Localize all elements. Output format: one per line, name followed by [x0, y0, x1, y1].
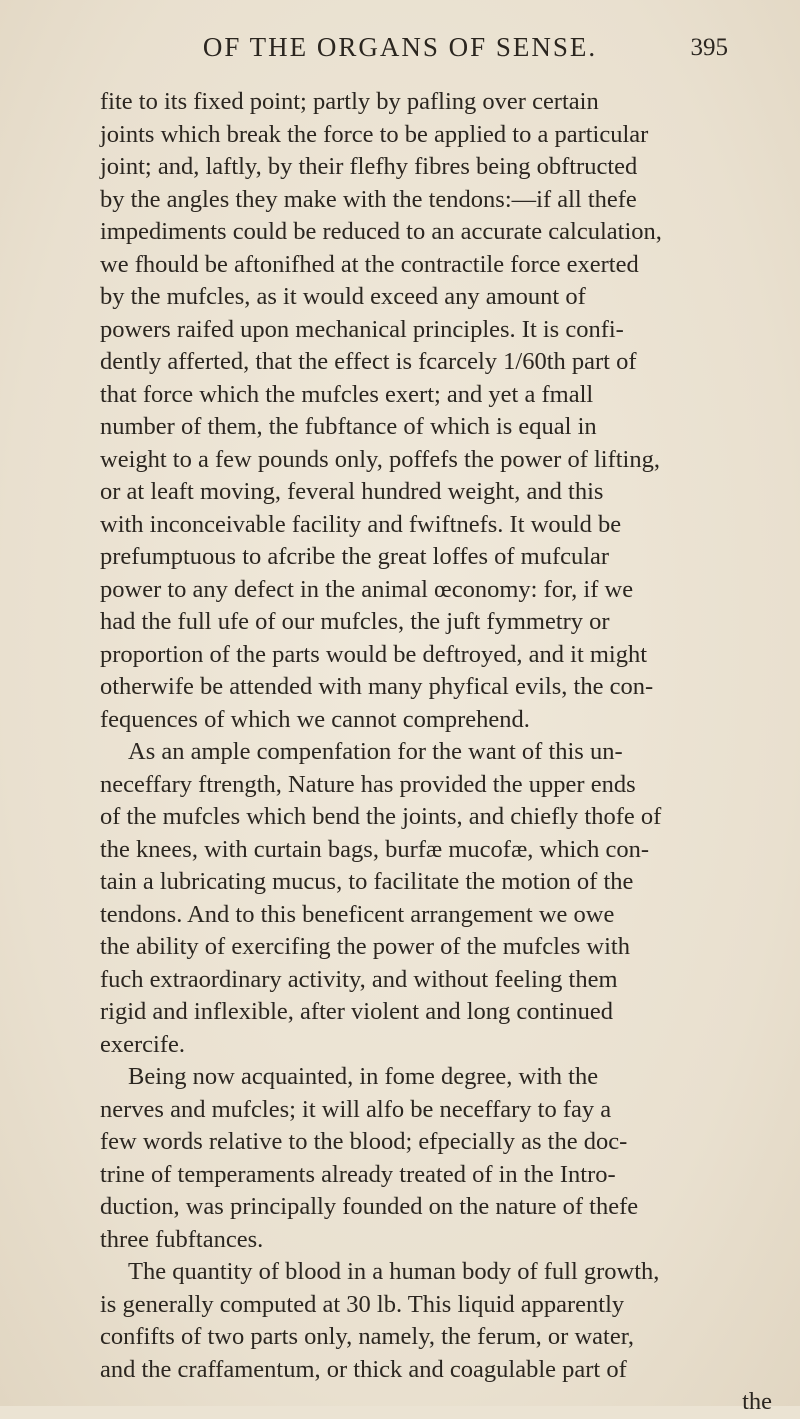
text-line: the ability of exercifing the power of the mufcles with — [100, 933, 630, 960]
text-line: by the mufcles, as it would exceed any amount of — [100, 283, 586, 310]
paragraph-start-line: The quantity of blood in a human body of full growth, — [128, 1258, 660, 1285]
text-line: by the angles they make with the tendons:—if all thefe — [100, 185, 637, 213]
running-head: OF THE ORGANS OF SENSE. — [202, 32, 598, 62]
page-header — [0, 28, 800, 72]
text-line: and the craffamentum, or thick and coagulable part of — [100, 1355, 627, 1383]
text-line: joint; and, laftly, by their flefhy fibres being obftructed — [100, 153, 638, 180]
text-line: the knees, with curtain bags, burfæ mucofæ, which con- — [100, 835, 650, 863]
text-line: weight to a few pounds only, poffefs the power of lifting, — [100, 445, 660, 473]
text-line: few words relative to the blood; efpecially as the doc- — [100, 1128, 628, 1155]
text-line: or at leaft moving, feveral hundred weight, and this — [100, 478, 604, 505]
text-line: rigid and inflexible, after violent and long continued — [100, 998, 613, 1025]
paragraph-start-line: As an ample compenfation for the want of this un- — [128, 738, 623, 765]
text-line: tain a lubricating mucus, to facilitate the motion of the — [100, 868, 634, 895]
text-line: duction, was principally founded on the nature of thefe — [100, 1193, 639, 1220]
text-line: of the mufcles which bend the joints, and chiefly thofe of — [100, 803, 662, 830]
text-line: impediments could be reduced to an accurate calculation, — [100, 218, 662, 245]
text-line: fequences of which we cannot comprehend. — [100, 705, 530, 733]
body-text — [100, 86, 780, 1419]
text-line: nerves and mufcles; it will alfo be neceffary to fay a — [100, 1095, 612, 1123]
text-line: dently afferted, that the effect is fcarcely 1/60th part of — [100, 348, 637, 375]
paragraph-start-line: Being now acquainted, in fome degree, with the — [128, 1063, 599, 1090]
text-line: prefumptuous to afcribe the great loffes of mufcular — [100, 543, 610, 570]
text-line: we fhould be aftonifhed at the contractile force exerted — [100, 250, 639, 278]
text-line: had the full ufe of our mufcles, the juft fymmetry or — [100, 608, 610, 635]
text-line: confifts of two parts only, namely, the ferum, or water, — [100, 1323, 634, 1350]
text-line: neceffary ftrength, Nature has provided the upper ends — [100, 770, 636, 798]
text-line: proportion of the parts would be deftroyed, and it might — [100, 640, 648, 668]
text-line: number of them, the fubftance of which is equal in — [100, 413, 597, 440]
text-line: trine of temperaments already treated of in the Intro- — [100, 1160, 616, 1188]
text-line: exercife. — [100, 1030, 185, 1058]
text-line: fuch extraordinary activity, and without feeling them — [100, 965, 618, 993]
catchword: the — [742, 1388, 772, 1415]
text-line: tendons. And to this beneficent arrangement we owe — [100, 900, 615, 928]
text-line: that force which the mufcles exert; and yet a fmall — [100, 380, 594, 408]
text-line: powers raifed upon mechanical principles. It is confi- — [100, 315, 624, 343]
text-line: with inconceivable facility and fwiftnefs. It would be — [100, 510, 622, 538]
text-line: is generally computed at 30 lb. This liquid apparently — [100, 1290, 625, 1318]
text-line: three fubftances. — [100, 1225, 264, 1253]
page-number: 395 — [690, 34, 728, 61]
text-line: power to any defect in the animal œconomy: for, if we — [100, 575, 634, 603]
text-line: joints which break the force to be applied to a particular — [100, 120, 649, 148]
text-line: otherwife be attended with many phyfical evils, the con- — [100, 673, 654, 700]
text-line: fite to its fixed point; partly by pafling over certain — [100, 88, 599, 115]
